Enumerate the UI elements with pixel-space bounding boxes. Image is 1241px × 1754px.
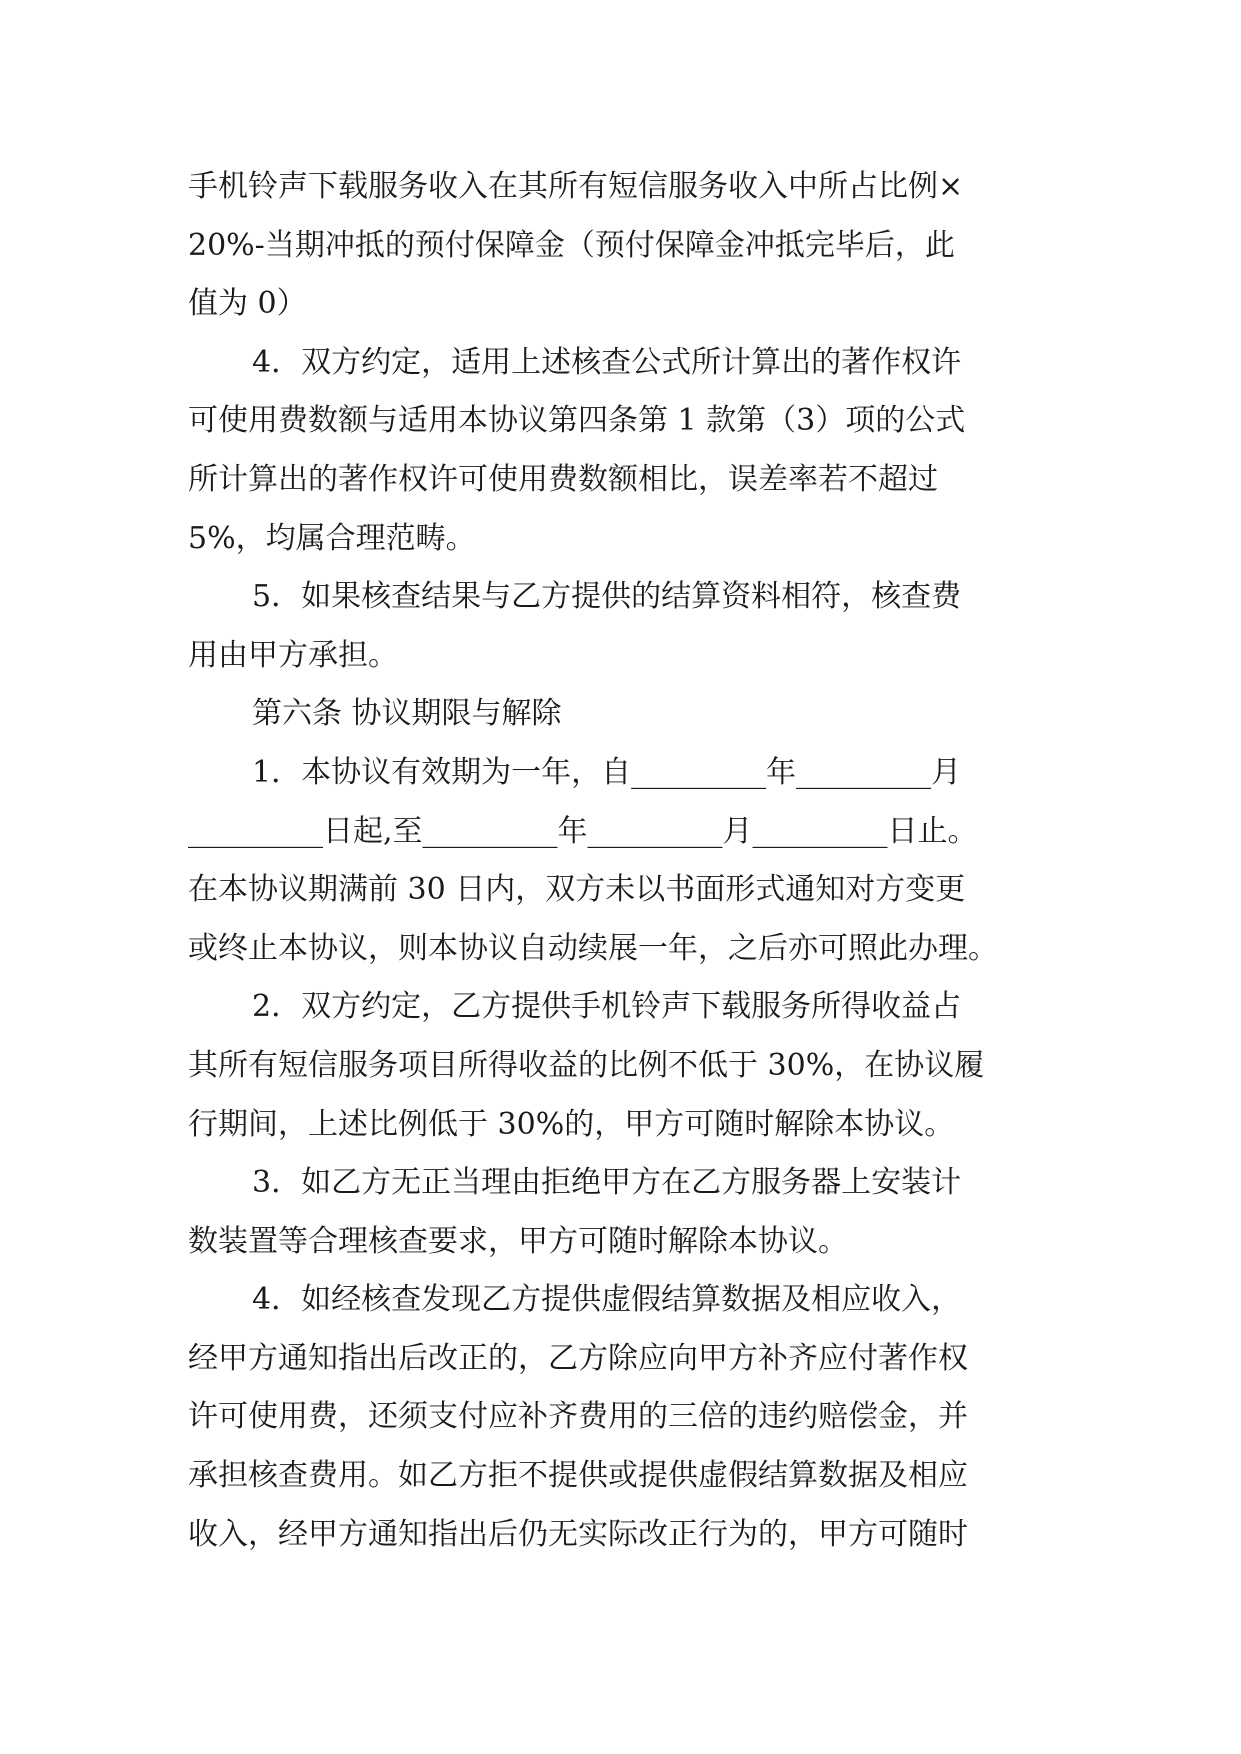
text-line: 在本协议期满前 30 日内，双方未以书面形式通知对方变更 — [188, 872, 966, 908]
text-line: 2．双方约定，乙方提供手机铃声下载服务所得收益占 — [252, 989, 962, 1025]
text-line: 经甲方通知指出后改正的，乙方除应向甲方补齐应付著作权 — [188, 1340, 968, 1376]
text-line: 20%-当期冲抵的预付保障金（预付保障金冲抵完毕后，此 — [188, 227, 955, 263]
text-line: 其所有短信服务项目所得收益的比例不低于 30%，在协议履 — [188, 1047, 985, 1083]
document-body — [188, 158, 1068, 1564]
text-line: 3．如乙方无正当理由拒绝甲方在乙方服务器上安装计 — [252, 1165, 962, 1201]
text-line: 所计算出的著作权许可使用费数额相比，误差率若不超过 — [188, 461, 938, 497]
text-line: _________日起,至_________年_________月_________日止。 — [188, 813, 978, 849]
text-line: 许可使用费，还须支付应补齐费用的三倍的违约赔偿金，并 — [188, 1399, 968, 1435]
text-line: 手机铃声下载服务收入在其所有短信服务收入中所占比例× — [188, 169, 964, 204]
text-line: 行期间，上述比例低于 30%的，甲方可随时解除本协议。 — [188, 1106, 955, 1142]
text-line: 或终止本协议，则本协议自动续展一年，之后亦可照此办理。 — [188, 930, 998, 966]
section-heading: 第六条 协议期限与解除 — [252, 696, 562, 732]
text-line: 4．双方约定，适用上述核查公式所计算出的著作权许 — [252, 344, 962, 380]
text-line: 用由甲方承担。 — [188, 637, 398, 673]
text-line: 数装置等合理核查要求，甲方可随时解除本协议。 — [188, 1223, 848, 1259]
text-line: 4．如经核查发现乙方提供虚假结算数据及相应收入， — [252, 1282, 962, 1318]
text-line: 值为 0） — [188, 286, 307, 322]
text-line: 5．如果核查结果与乙方提供的结算资料相符，核查费 — [252, 579, 962, 615]
text-line: 1．本协议有效期为一年，自_________年_________月 — [252, 754, 962, 790]
text-line: 收入，经甲方通知指出后仍无实际改正行为的，甲方可随时 — [188, 1516, 968, 1552]
text-line: 5%，均属合理范畴。 — [188, 520, 476, 556]
text-line: 可使用费数额与适用本协议第四条第 1 款第（3）项的公式 — [188, 403, 966, 439]
text-line: 承担核查费用。如乙方拒不提供或提供虚假结算数据及相应 — [188, 1458, 968, 1494]
